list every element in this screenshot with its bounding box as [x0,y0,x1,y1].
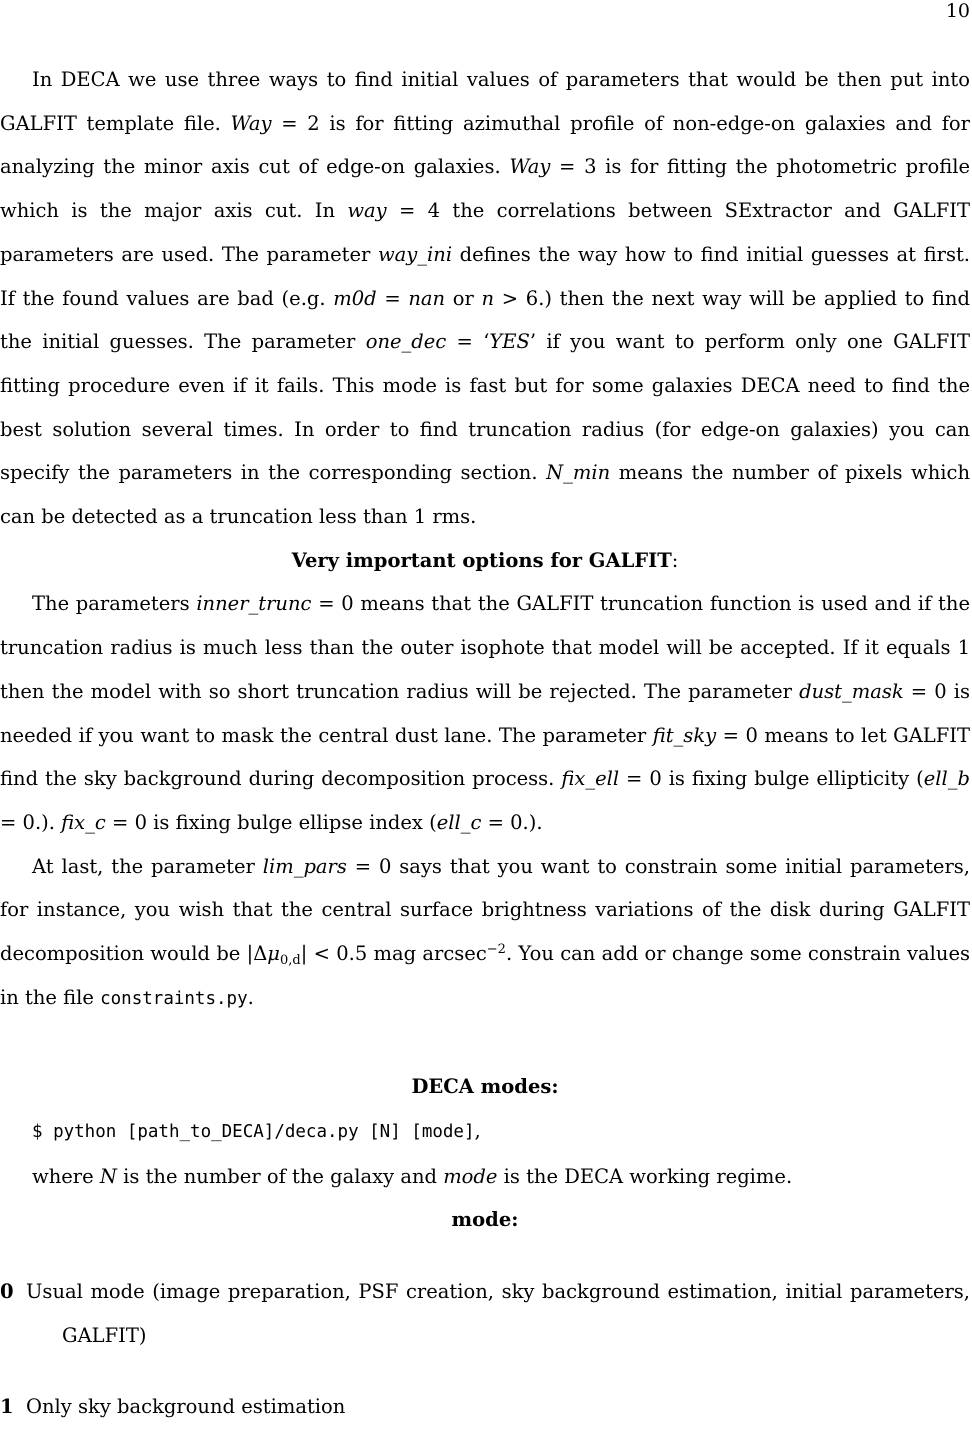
mode-item-0: 0 Usual mode (image preparation, PSF creation, sky background estimation, initial parameters, GALFIT) [0,1279,970,1347]
paragraph-galfit-options: The parameters inner_trunc = 0 means that the GALFIT truncation function is used and if the truncation radius is much less than the outer isophote that model will be accepted. If it equals 1 then the model with so short truncation radius will be rejected. The parameter dust_mask = 0 is needed if you want to mask the central dust lane. The parameter fit_sky = 0 means to let GALFIT find the sky background during decomposition process. fix_ell = 0 is fixing bulge ellipticity (ell_b = 0.). fix_c = 0 is fixing bulge ellipse index (ell_c = 0.). [0,592,970,834]
paragraph-constraints: At last, the parameter lim_pars = 0 says that you want to constrain some initial parameters, for instance, you wish that the central surface brightness variations of the disk during GALFIT decomposition would be $|\Delta\mu_{0,d}| < 0.5$ mag arcsec$^{-2}$. You can add or change some constrain values in the file constraints.py. [0,854,970,1009]
body-text [0,58,970,1429]
heading-deca-modes: DECA modes: [411,1075,559,1099]
mode-item-1: 1 Only sky background estimation [0,1395,346,1419]
vertical-gap-small [0,1357,970,1385]
where-line: where N is the number of the galaxy and mode is the DECA working regime. [32,1164,793,1188]
paragraph-initial-values: In DECA we use three ways to find initial values of parameters that would be then put into GALFIT template file. Way = 2 is for fitting azimuthal profile of non-edge-on galaxies and for analyzing the minor axis cut of edge-on galaxies. Way = 3 is for fitting the photometric profile which is the major axis cut. In way = 4 the correlations between SExtractor and GALFIT parameters are used. The parameter way_ini defines the way how to find initial guesses at first. If the found values are bad (e.g. m0d = nan or n > 6.) then the next way will be applied to find the initial guesses. The parameter one_dec = ‘YES’ if you want to perform only one GALFIT fitting procedure even if it fails. This mode is fast but for some galaxies DECA need to find the best solution several times. In order to find truncation radius (for edge-on galaxies) you can specify the parameters in the corresponding section. N_min means the number of pixels which can be detected as a truncation less than 1 rms. [0,68,971,529]
vertical-gap [0,1021,970,1065]
heading-mode: mode: [451,1208,519,1232]
vertical-gap-small [0,1242,970,1270]
heading-important-options: Very important options for GALFIT: [291,548,679,572]
page-number: 10 [945,0,970,22]
constraints-filename: constraints.py [100,988,248,1009]
command-line: $ python [path_to_DECA]/deca.py [N] [mode], [32,1118,481,1142]
